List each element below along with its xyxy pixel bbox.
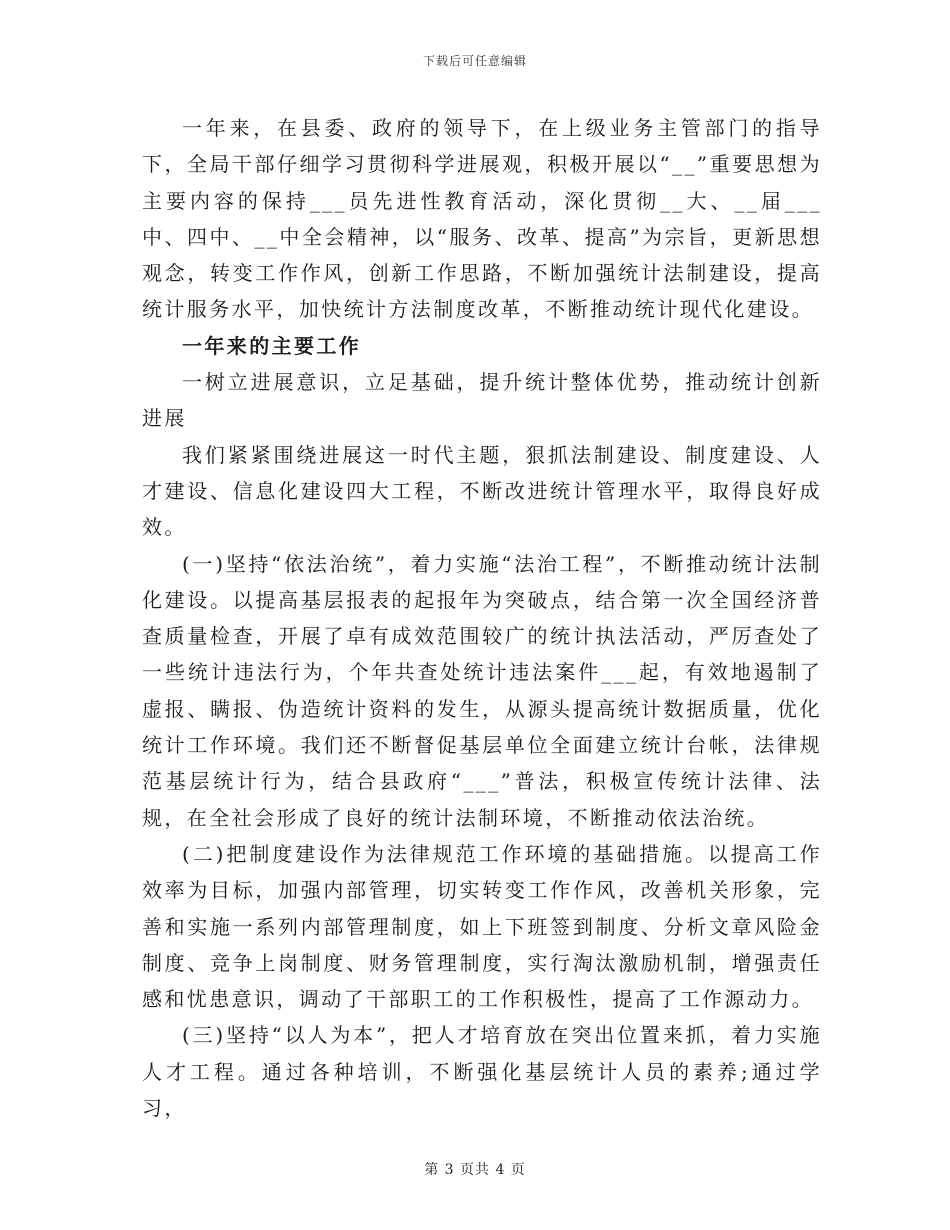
intro-paragraph: 一年来，在县委、政府的领导下，在上级业务主管部门的指导下，全局干部仔细学习贯彻科学进展观，积极开展以“__”重要思想为主要内容的保持___员先进性教育活动，深化贯彻__大、__届___中、四中、__中全会精神，以“服务、改革、提高”为宗旨，更新思想观念，转变工作作风，创新工作思路，不断加强统计法制建设，提高统计服务水平，加快统计方法制度改革，不断推动统计现代化建设。 bbox=[142, 116, 822, 322]
subsection-title: 一树立进展意识，立足基础，提升统计整体优势，推动统计创新进展 bbox=[142, 370, 822, 431]
section-heading: 一年来的主要工作 bbox=[182, 333, 362, 358]
body-paragraph-system: (二)把制度建设作为法律规范工作环境的基础措施。以提高工作效率为目标，加强内部管理，切实转变工作作风，改善机关形象，完善和实施一系列内部管理制度，如上下班签到制度、分析文章风险金制度、竞争上岗制度、财务管理制度，实行淘汰激励机制，增强责任感和忧患意识，调动了干部职工的工作积极性，提高了工作源动力。 bbox=[142, 841, 822, 1012]
body-paragraph-legal: (一)坚持“依法治统”，着力实施“法治工程”，不断推动统计法制化建设。以提高基层报表的起报年为突破点，结合第一次全国经济普查质量检查，开展了卓有成效范围较广的统计执法活动，严厉查处了一些统计违法行为，个年共查处统计违法案件___起，有效地遏制了虚报、瞒报、伪造统计资料的发生，从源头提高统计数据质量，优化统计工作环境。我们还不断督促基层单位全面建立统计台帐，法律规范基层统计行为，结合县政府“___”普法，积极宣传统计法律、法规，在全社会形成了良好的统计法制环境，不断推动依法治统。 bbox=[142, 551, 822, 830]
body-paragraph-talent: (三)坚持“以人为本”，把人才培育放在突出位置来抓，着力实施人才工程。通过各种培训，不断强化基层统计人员的素养;通过学习， bbox=[142, 1023, 822, 1121]
body-paragraph: 我们紧紧围绕进展这一时代主题，狠抓法制建设、制度建设、人才建设、信息化建设四大工程，不断改进统计管理水平，取得良好成效。 bbox=[142, 442, 822, 540]
page-number: 第 3 页共 4 页 bbox=[424, 1162, 526, 1178]
document-body bbox=[142, 110, 822, 1126]
page-header: 下载后可任意编辑 bbox=[422, 54, 527, 68]
